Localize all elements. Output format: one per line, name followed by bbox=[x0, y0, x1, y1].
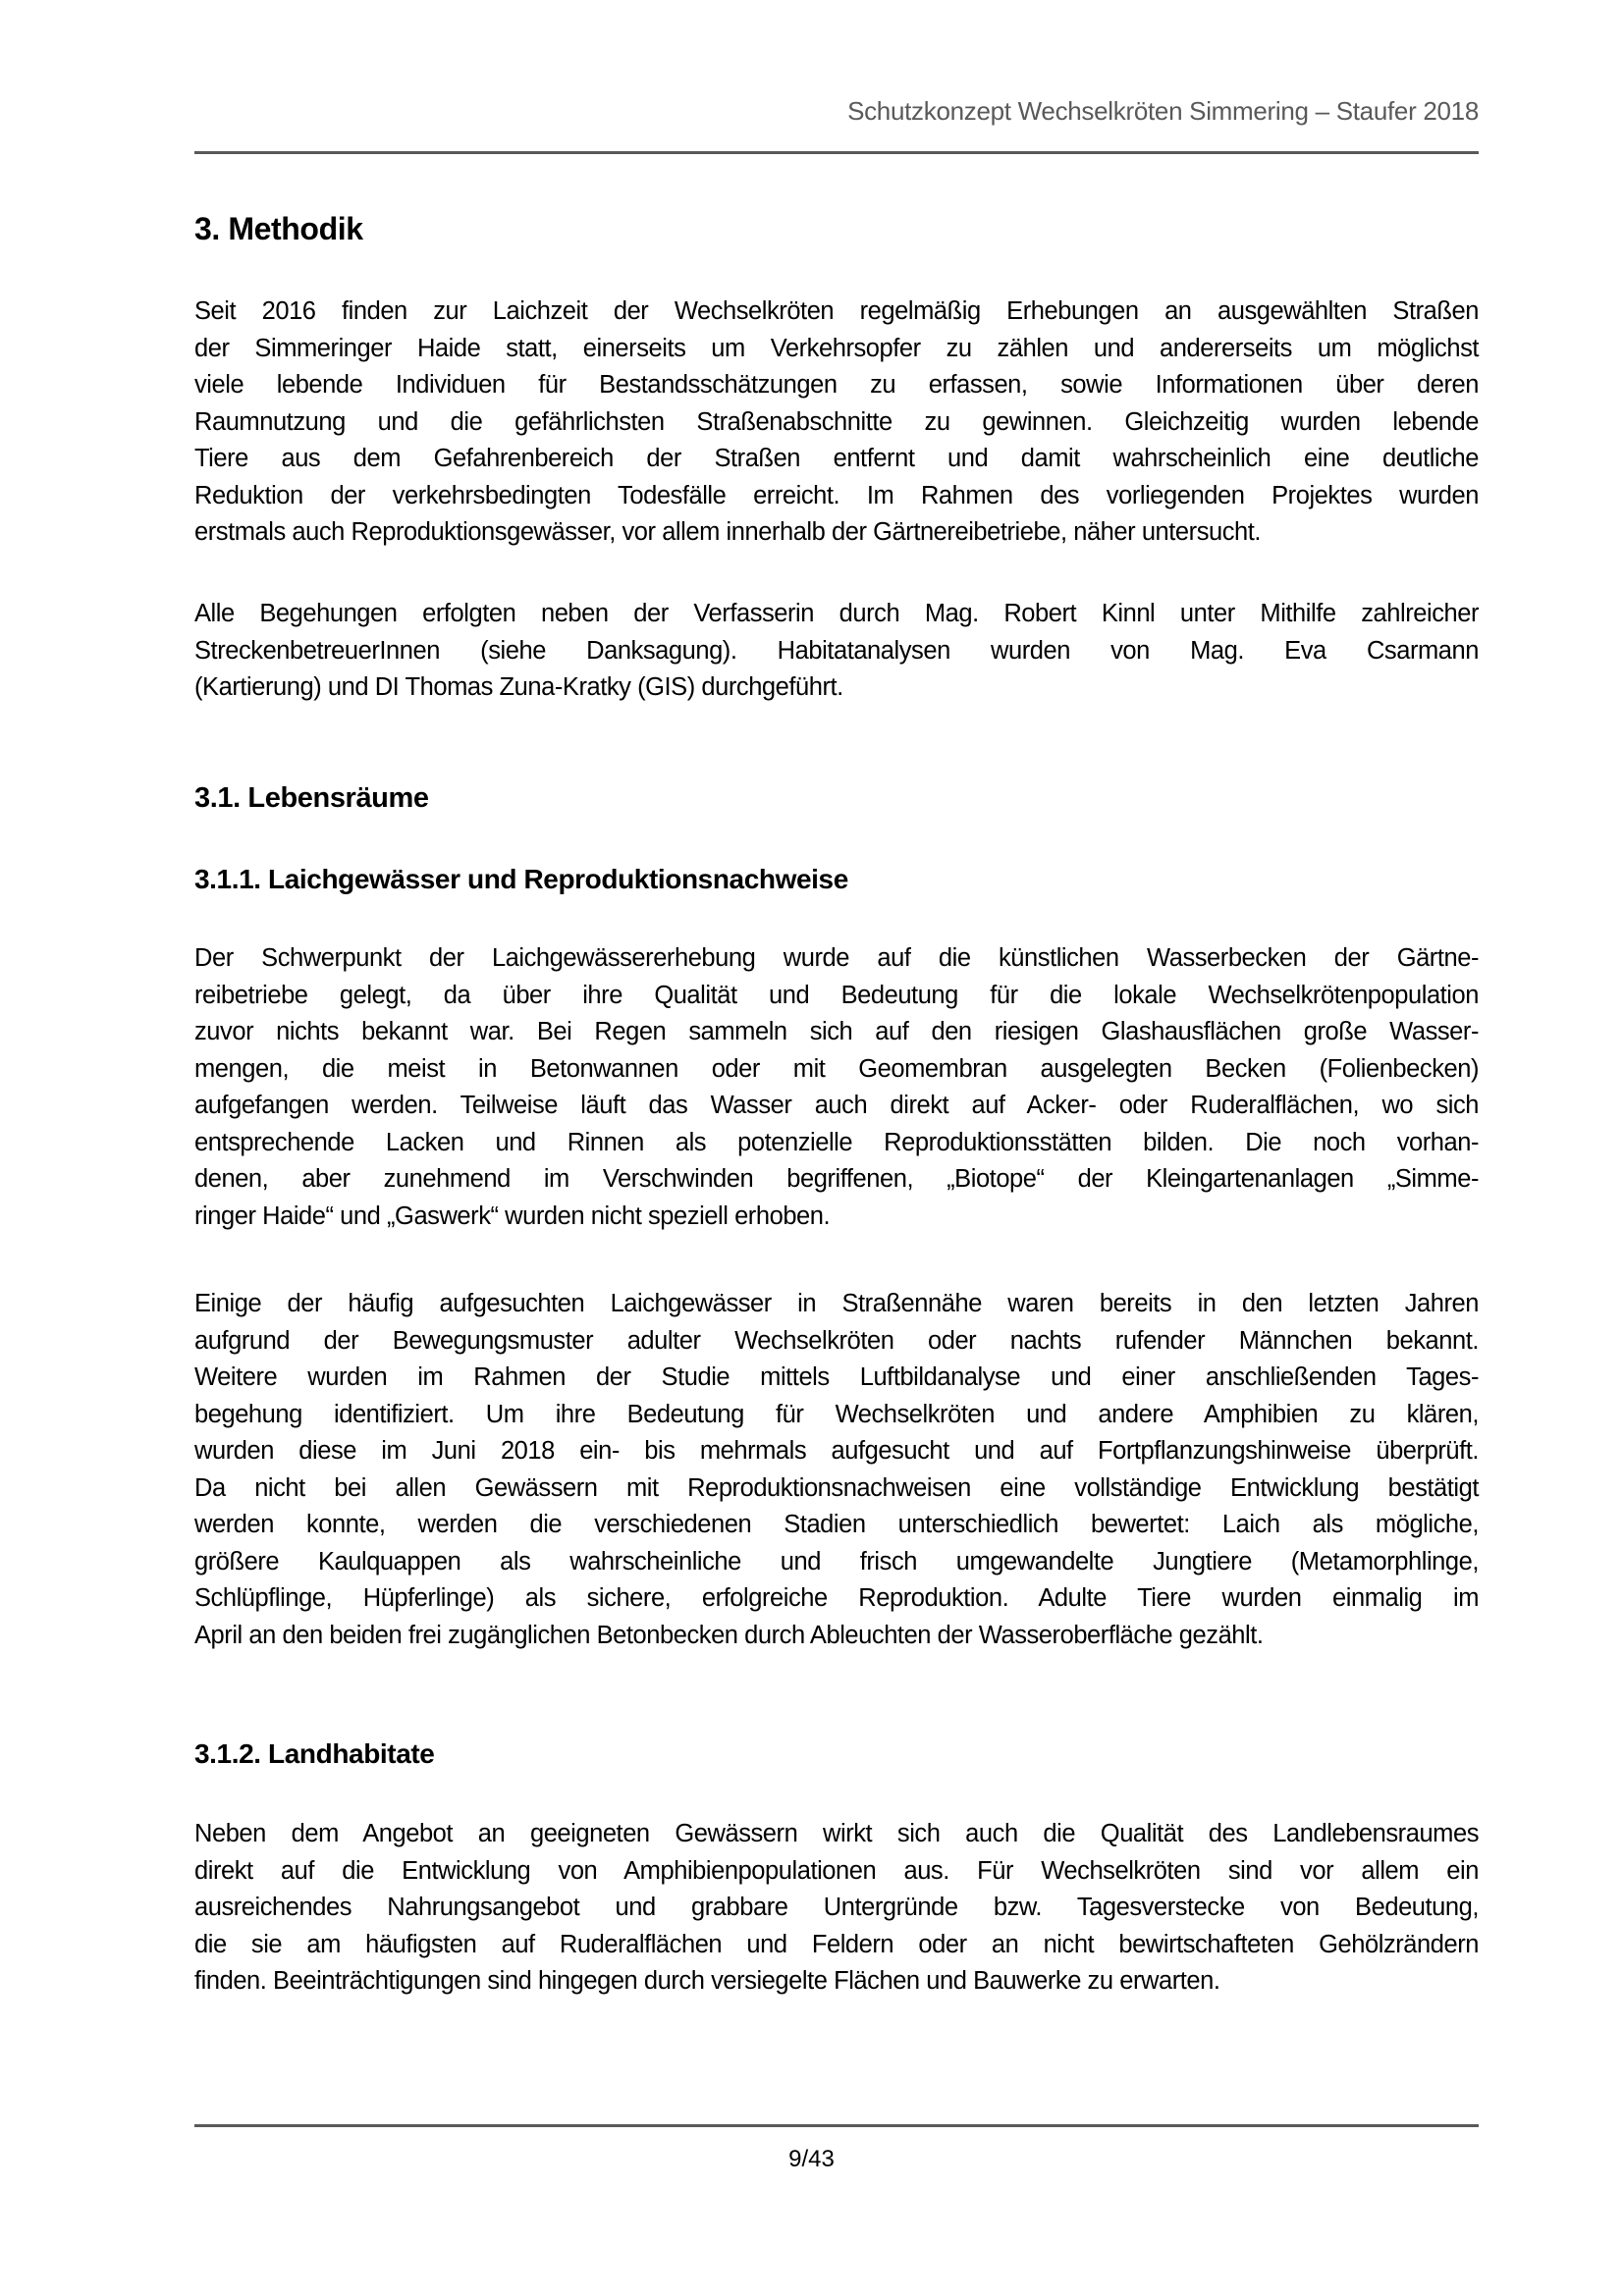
paragraph-laichgewaesser bbox=[194, 940, 1479, 1235]
text-line: die sie am häufigsten auf Ruderalflächen und Feldern oder an nicht bewirtschafteten Gehölzrändern bbox=[194, 1930, 1479, 1958]
text-line: aufgrund der Bewegungsmuster adulter Wechselkröten oder nachts rufender Männchen bekannt. bbox=[194, 1326, 1479, 1355]
text-line: reibetriebe gelegt, da über ihre Qualität und Bedeutung für die lokale Wechselkrötenpopulation bbox=[194, 981, 1479, 1009]
text-line: werden konnte, werden die verschiedenen Stadien unterschiedlich bewertet: Laich als mögliche, bbox=[194, 1511, 1479, 1538]
text-line: Weitere wurden im Rahmen der Studie mittels Luftbildanalyse und einer anschließenden Tages- bbox=[194, 1363, 1479, 1391]
text-line: direkt auf die Entwicklung von Amphibienpopulationen aus. Für Wechselkröten sind vor allem ein bbox=[194, 1856, 1479, 1885]
section-title-lebensraeume: 3.1. Lebensräume bbox=[194, 782, 429, 814]
section-title-laichgewaesser: 3.1.1. Laichgewässer und Reproduktionsnachweise bbox=[194, 864, 848, 894]
text-line: Reduktion der verkehrsbedingten Todesfälle erreicht. Im Rahmen des vorliegenden Projektes wurden bbox=[194, 481, 1479, 509]
text-line: der Simmeringer Haide statt, einerseits um Verkehrsopfer zu zählen und andererseits um möglichst bbox=[194, 334, 1479, 362]
text-line: wurden diese im Juni 2018 ein- bis mehrmals aufgesucht und auf Fortpflanzungshinweise überprüft. bbox=[194, 1437, 1479, 1465]
text-line: erstmals auch Reproduktionsgewässer, vor allem innerhalb der Gärtnereibetriebe, näher untersucht. bbox=[194, 518, 1262, 546]
text-line: finden. Beeinträchtigungen sind hingegen durch versiegelte Flächen und Bauwerke zu erwarten. bbox=[194, 1967, 1220, 1995]
text-line: größere Kaulquappen als wahrscheinliche und frisch umgewandelte Jungtiere (Metamorphlinge, bbox=[194, 1547, 1479, 1575]
text-line: Schlüpflinge, Hüpferlinge) als sichere, erfolgreiche Reproduktion. Adulte Tiere wurden einmalig im bbox=[194, 1584, 1479, 1612]
text-line: ausreichendes Nahrungsangebot und grabbare Untergründe bzw. Tagesverstecke von Bedeutung, bbox=[194, 1894, 1479, 1921]
paragraph-intro bbox=[194, 294, 1479, 552]
paragraph-participants bbox=[194, 596, 1479, 707]
text-line: entsprechende Lacken und Rinnen als potenzielle Reproduktionsstätten bilden. Die noch vorhan- bbox=[194, 1128, 1479, 1156]
text-line: zuvor nichts bekannt war. Bei Regen sammeln sich auf den riesigen Glashausflächen große Wasser- bbox=[194, 1018, 1479, 1045]
text-line: Da nicht bei allen Gewässern mit Reproduktionsnachweisen eine vollständige Entwicklung bestätigt bbox=[194, 1473, 1479, 1502]
text-line: Seit 2016 finden zur Laichzeit der Wechselkröten regelmäßig Erhebungen an ausgewählten Straßen bbox=[194, 297, 1479, 325]
section-title-landhabitate: 3.1.2. Landhabitate bbox=[194, 1738, 435, 1769]
text-line: StreckenbetreuerInnen (siehe Danksagung). Habitatanalysen wurden von Mag. Eva Csarmann bbox=[194, 636, 1479, 665]
page-number: 9/43 bbox=[788, 2146, 835, 2172]
text-line: Der Schwerpunkt der Laichgewässererhebung wurde auf die künstlichen Wasserbecken der Gärtne- bbox=[194, 944, 1479, 972]
text-line: Einige der häufig aufgesuchten Laichgewässer in Straßennähe waren bereits in den letzten Jahren bbox=[194, 1290, 1479, 1317]
running-header: Schutzkonzept Wechselkröten Simmering – Staufer 2018 bbox=[847, 96, 1479, 126]
footer-divider bbox=[194, 2124, 1479, 2127]
header-divider bbox=[194, 151, 1479, 154]
text-line: denen, aber zunehmend im Verschwinden begriffenen, „Biotope“ der Kleingartenanlagen „Simme- bbox=[194, 1165, 1479, 1193]
text-line: aufgefangen werden. Teilweise läuft das Wasser auch direkt auf Acker- oder Ruderalflächen, wo sich bbox=[194, 1092, 1479, 1119]
text-line: viele lebende Individuen für Bestandsschätzungen zu erfassen, sowie Informationen über deren bbox=[194, 371, 1479, 399]
text-line: mengen, die meist in Betonwannen oder mit Geomembran ausgelegten Becken (Folienbecken) bbox=[194, 1054, 1479, 1083]
paragraph-reproduktion bbox=[194, 1286, 1479, 1654]
text-line: Alle Begehungen erfolgten neben der Verfasserin durch Mag. Robert Kinnl unter Mithilfe zahlreicher bbox=[194, 600, 1479, 627]
text-line: Tiere aus dem Gefahrenbereich der Straßen entfernt und damit wahrscheinlich eine deutliche bbox=[194, 445, 1479, 472]
text-line: begehung identifiziert. Um ihre Bedeutung für Wechselkröten und andere Amphibien zu klären, bbox=[194, 1400, 1479, 1428]
section-title-methodik: 3. Methodik bbox=[194, 211, 363, 246]
text-line: Neben dem Angebot an geeigneten Gewässern wirkt sich auch die Qualität des Landlebensraumes bbox=[194, 1820, 1479, 1847]
text-line: ringer Haide“ und „Gaswerk“ wurden nicht speziell erhoben. bbox=[194, 1201, 831, 1230]
paragraph-landhabitate bbox=[194, 1816, 1479, 2001]
text-line: Raumnutzung und die gefährlichsten Straßenabschnitte zu gewinnen. Gleichzeitig wurden lebende bbox=[194, 407, 1479, 436]
text-line: April an den beiden frei zugänglichen Betonbecken durch Ableuchten der Wasseroberfläche gezählt. bbox=[194, 1621, 1264, 1649]
text-line: (Kartierung) und DI Thomas Zuna-Kratky (GIS) durchgeführt. bbox=[194, 673, 843, 701]
